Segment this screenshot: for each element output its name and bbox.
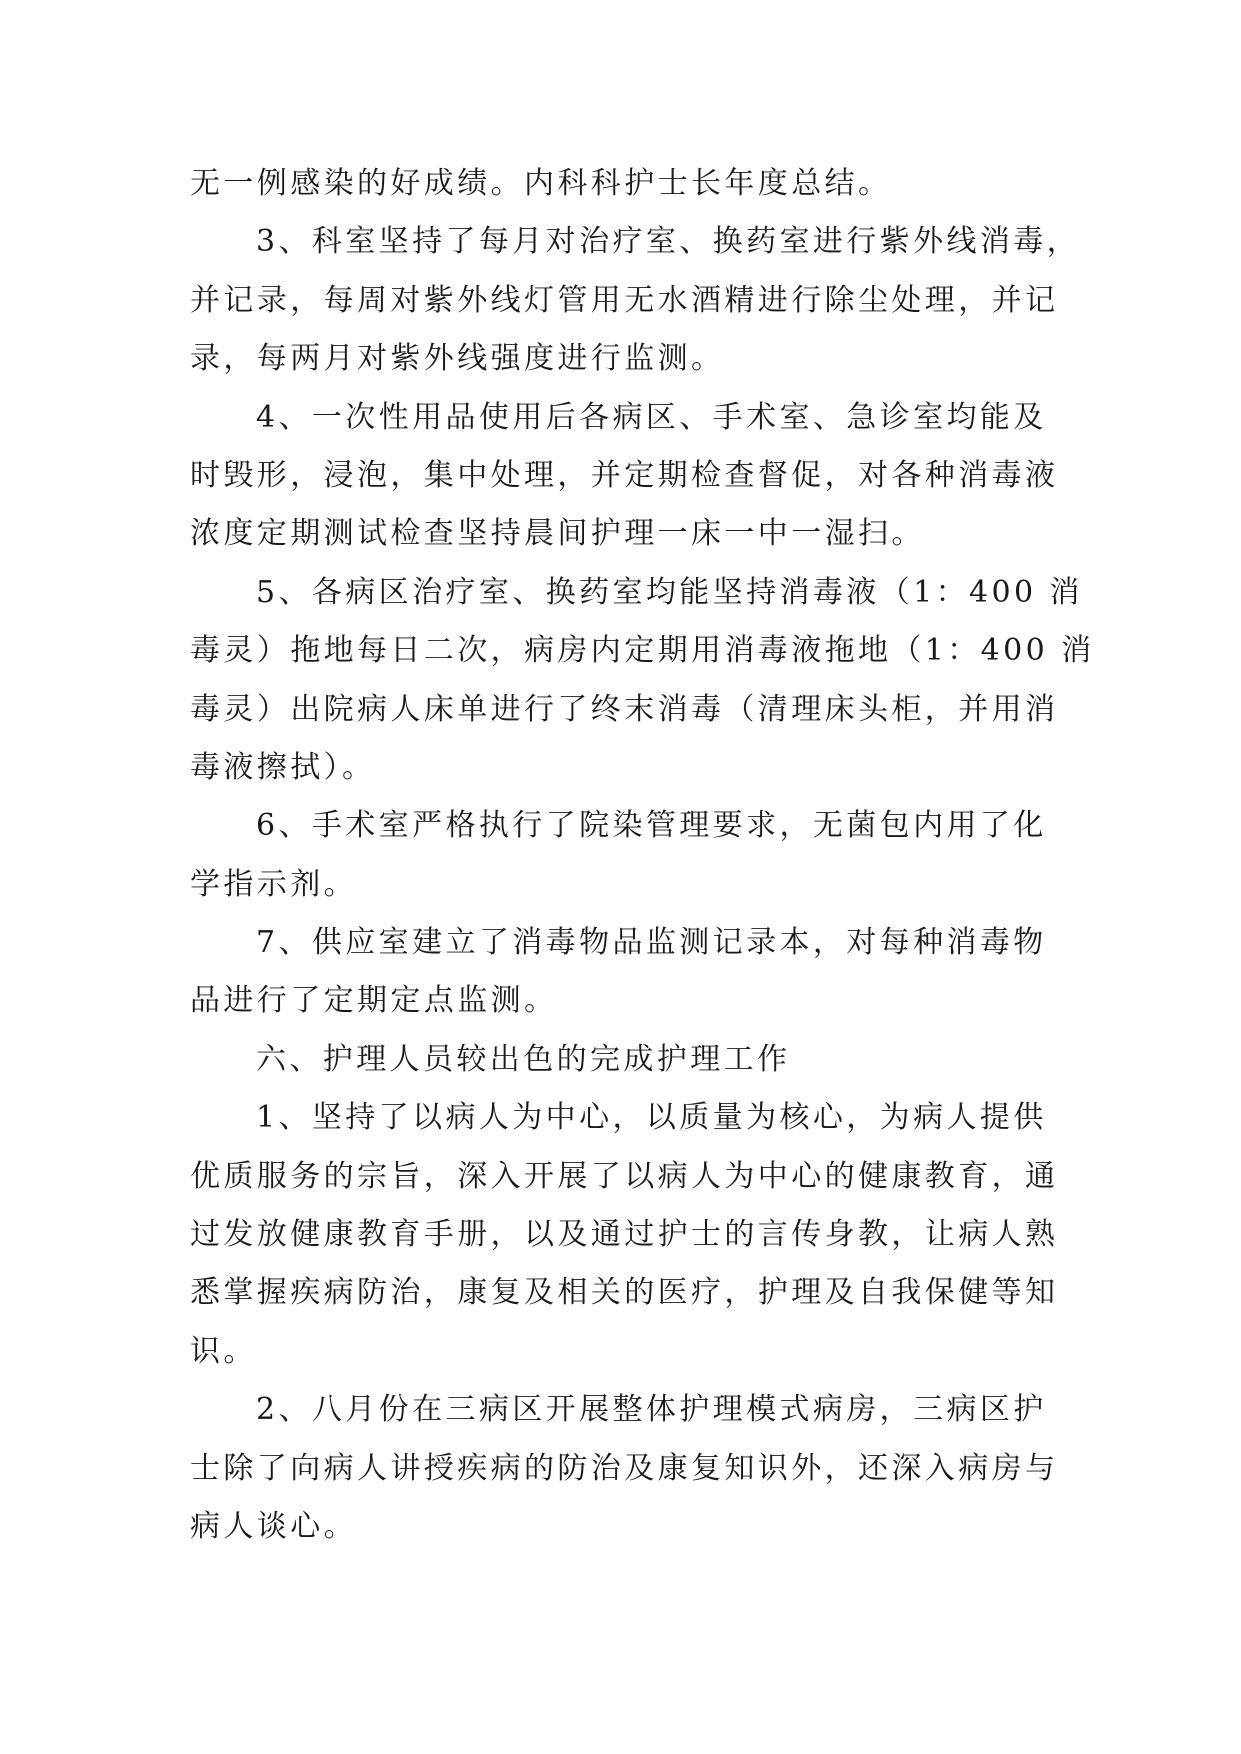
section-1-first-line: 1、坚持了以病人为中心，以质量为核心，为病人提供 (256, 1100, 1047, 1136)
paragraph-5-first-line: 5、各病区治疗室、换药室均能坚持消毒液（1：400 消 (256, 574, 1083, 610)
section-2-first-line: 2、八月份在三病区开展整体护理模式病房，三病区护 (256, 1392, 1047, 1428)
text-line: 毒灵）拖地每日二次，病房内定期用消毒液拖地（1：400 消 (190, 633, 1095, 669)
text-line: 优质服务的宗旨，深入开展了以病人为中心的健康教育，通 (190, 1158, 1059, 1194)
text-line: 并记录，每周对紫外线灯管用无水酒精进行除尘处理，并记 (190, 282, 1059, 318)
section-heading: 六、护理人员较出色的完成护理工作 (256, 1041, 791, 1077)
text-line: 录，每两月对紫外线强度进行监测。 (190, 341, 725, 377)
text-line: 毒液擦拭）。 (190, 749, 376, 785)
paragraph-6-first-line: 6、手术室严格执行了院染管理要求，无菌包内用了化 (256, 808, 1047, 844)
text-line: 浓度定期测试检查坚持晨间护理一床一中一湿扫。 (190, 516, 925, 552)
text-line: 过发放健康教育手册，以及通过护士的言传身教，让病人熟 (190, 1217, 1059, 1253)
text-line: 毒灵）出院病人床单进行了终末消毒（清理床头柜，并用消 (190, 691, 1059, 727)
paragraph-3-first-line: 3、科室坚持了每月对治疗室、换药室进行紫外线消毒， (256, 224, 1081, 260)
text-line: 士除了向病人讲授疾病的防治及康复知识外，还深入病房与 (190, 1450, 1059, 1486)
paragraph-7-first-line: 7、供应室建立了消毒物品监测记录本，对每种消毒物 (256, 925, 1047, 961)
document-body (190, 155, 1095, 1556)
text-line: 品进行了定期定点监测。 (190, 983, 558, 1019)
text-line: 识。 (190, 1333, 257, 1369)
text-line: 学指示剂。 (190, 866, 357, 902)
paragraph-4-first-line: 4、一次性用品使用后各病区、手术室、急诊室均能及 (256, 399, 1047, 435)
text-line: 无一例感染的好成绩。内科科护士长年度总结。 (190, 166, 892, 201)
text-line: 病人谈心。 (190, 1508, 357, 1544)
text-line: 时毁形，浸泡，集中处理，并定期检查督促，对各种消毒液 (190, 457, 1059, 493)
text-line: 悉掌握疾病防治，康复及相关的医疗，护理及自我保健等知 (190, 1275, 1059, 1311)
